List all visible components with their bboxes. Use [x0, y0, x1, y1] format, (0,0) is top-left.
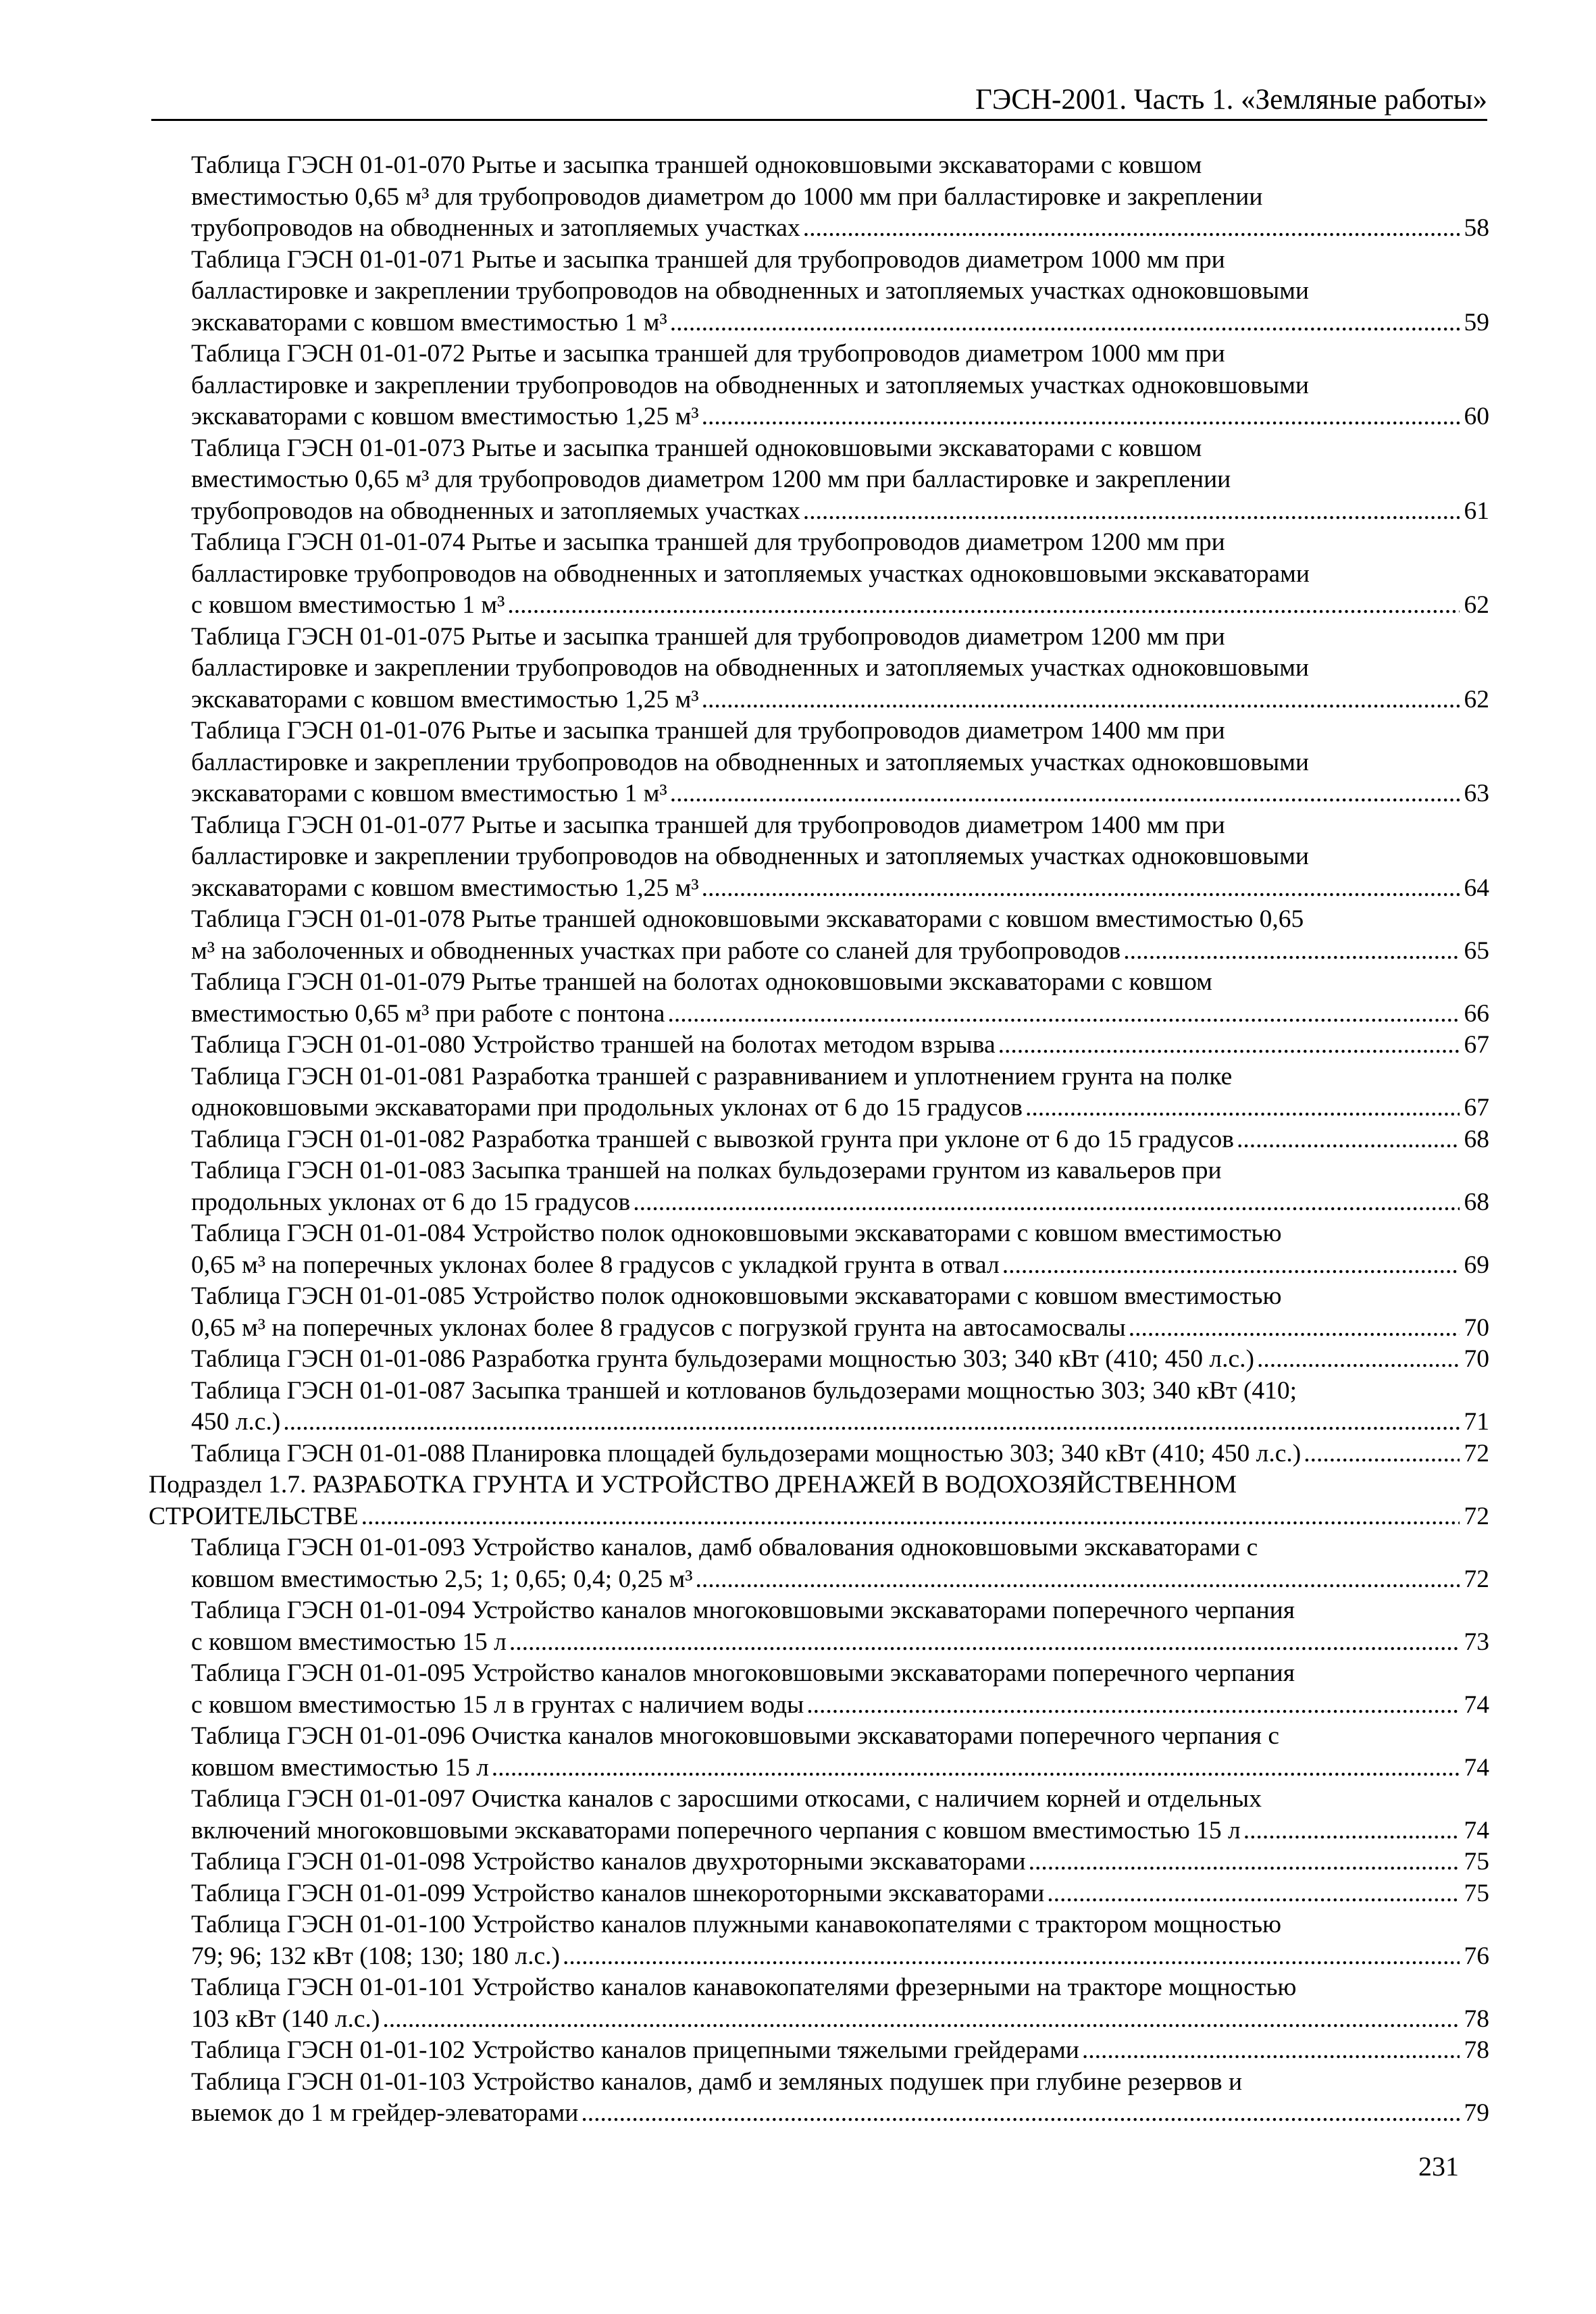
toc-entry-text: экскаваторами с ковшом вместимостью 1,25 м³ [191, 403, 699, 430]
toc-entry-text: балластировке и закреплении трубопроводов на обводненных и затопляемых участках одноковшовыми [191, 654, 1309, 682]
toc-entry-line [191, 873, 1489, 905]
toc-entry-line [149, 1469, 1489, 1501]
toc-entry-text: трубопроводов на обводненных и затопляемых участках [191, 214, 800, 242]
toc-table-entry[interactable] [149, 1721, 1489, 1784]
page-number: 231 [1418, 2151, 1459, 2182]
toc-entry-line [149, 1501, 1489, 1533]
toc-page-number: 79 [1464, 2099, 1489, 2127]
toc-entry-text: Таблица ГЭСН 01-01-072 Рытье и засыпка траншей для трубопроводов диаметром 1000 мм при [191, 340, 1225, 368]
toc-entry-text: одноковшовыми экскаваторами при продольных уклонах от 6 до 15 градусов [191, 1094, 1023, 1122]
toc-entry-text: включений многоковшовыми экскаваторами поперечного черпания с ковшом вместимостью 15 л [191, 1816, 1241, 1844]
toc-entry-text: балластировке и закреплении трубопроводов на обводненных и затопляемых участках одноковшовыми [191, 748, 1309, 776]
toc-entry-line [191, 1030, 1489, 1061]
toc-table-entry[interactable] [149, 1784, 1489, 1846]
toc-page-number: 61 [1464, 497, 1489, 525]
toc-entry-text: продольных уклонах от 6 до 15 градусов [191, 1188, 631, 1216]
toc-page-number: 74 [1464, 1816, 1489, 1844]
header-title: ГЭСН-2001. Часть 1. «Земляные работы» [975, 84, 1487, 116]
toc-entry-text: Таблица ГЭСН 01-01-070 Рытье и засыпка траншей одноковшовыми экскаваторами с ковшом [191, 151, 1202, 179]
toc-entry-line [191, 213, 1489, 245]
toc-entry-text: Подраздел 1.7. РАЗРАБОТКА ГРУНТА И УСТРОЙСТВО ДРЕНАЖЕЙ В ВОДОХОЗЯЙСТВЕННОМ [149, 1471, 1237, 1499]
toc-table-entry[interactable] [149, 1658, 1489, 1721]
toc-entry-line [191, 1846, 1489, 1878]
toc-table-entry[interactable] [149, 967, 1489, 1030]
running-header [151, 80, 1487, 121]
toc-page-number: 74 [1464, 1753, 1489, 1782]
toc-entry-line [191, 2098, 1489, 2130]
toc-entry-line [191, 496, 1489, 528]
toc-page-number: 74 [1464, 1690, 1489, 1719]
toc-entry-text: Таблица ГЭСН 01-01-101 Устройство каналов канавокопателями фрезерными на тракторе мощностью [191, 1973, 1297, 2001]
toc-table-entry[interactable] [149, 1972, 1489, 2035]
toc-entry-line [191, 747, 1489, 779]
toc-entry-text: Таблица ГЭСН 01-01-078 Рытье траншей одноковшовыми экскаваторами с ковшом вместимостью 0,65 [191, 905, 1304, 933]
toc-page-number: 66 [1464, 999, 1489, 1028]
dot-leader [702, 873, 1460, 905]
dot-leader [1243, 1815, 1460, 1847]
toc-entry-line [191, 590, 1489, 622]
toc-page-number: 70 [1464, 1313, 1489, 1342]
dot-leader [702, 684, 1460, 716]
toc-entry-text: Таблица ГЭСН 01-01-081 Разработка траншей с разравниванием и уплотнением грунта на полке [191, 1062, 1233, 1090]
toc-entry-text: Таблица ГЭСН 01-01-071 Рытье и засыпка траншей для трубопроводов диаметром 1000 мм при [191, 245, 1225, 274]
toc-entry-text: ковшом вместимостью 15 л [191, 1753, 489, 1782]
toc-entry-text: экскаваторами с ковшом вместимостью 1 м³ [191, 308, 667, 336]
toc-entry-line [191, 1407, 1489, 1438]
toc-entry-text: Таблица ГЭСН 01-01-077 Рытье и засыпка траншей для трубопроводов диаметром 1400 мм при [191, 811, 1225, 839]
dot-leader [509, 1627, 1460, 1659]
toc-entry-line [191, 1721, 1489, 1753]
toc-page-number: 68 [1464, 1188, 1489, 1216]
toc-entry-line [191, 276, 1489, 307]
toc-entry-text: Таблица ГЭСН 01-01-100 Устройство каналов плужными канавокопателями с трактором мощностью [191, 1911, 1282, 1938]
toc-entry-text: балластировке и закреплении трубопроводов на обводненных и затопляемых участках одноковшовыми [191, 371, 1309, 399]
toc-entry-line [191, 2035, 1489, 2067]
toc-entry-text: СТРОИТЕЛЬСТВЕ [149, 1502, 359, 1530]
toc-table-entry[interactable] [149, 1846, 1489, 1878]
toc-entry-line [191, 684, 1489, 716]
toc-entry-text: 79; 96; 132 кВт (108; 130; 180 л.с.) [191, 1942, 561, 1970]
toc-table-entry[interactable] [149, 2067, 1489, 2130]
dot-leader [492, 1753, 1460, 1784]
toc-entry-text: Таблица ГЭСН 01-01-093 Устройство каналов, дамб обвалования одноковшовыми экскаваторами с [191, 1534, 1258, 1561]
toc-entry-line [191, 370, 1489, 402]
dot-leader [1129, 1313, 1460, 1344]
toc-entry-text: Таблица ГЭСН 01-01-084 Устройство полок одноковшовыми экскаваторами с ковшом вместимостью [191, 1219, 1282, 1247]
toc-entry-text: 0,65 м³ на поперечных уклонах более 8 градусов с погрузкой грунта на автосамосвалы [191, 1313, 1126, 1342]
dot-leader [1047, 1878, 1460, 1910]
toc-entry-text: Таблица ГЭСН 01-01-074 Рытье и засыпка траншей для трубопроводов диаметром 1200 мм при [191, 528, 1225, 556]
toc-entry-text: 103 кВт (140 л.с.) [191, 2005, 380, 2033]
toc-page-number: 64 [1464, 874, 1489, 902]
dot-leader [670, 307, 1460, 339]
dot-leader [633, 1187, 1460, 1219]
toc-page-number: 62 [1464, 685, 1489, 713]
toc-page-number: 72 [1464, 1502, 1489, 1530]
dot-leader [803, 496, 1460, 528]
toc-entry-line [191, 904, 1489, 936]
toc-entry-text: Таблица ГЭСН 01-01-082 Разработка траншей с вывозкой грунта при уклоне от 6 до 15 градусов [191, 1125, 1234, 1153]
toc-entry-line [191, 464, 1489, 496]
toc-page-number: 65 [1464, 936, 1489, 965]
toc-entry-line [191, 1124, 1489, 1156]
toc-page-number: 71 [1464, 1408, 1489, 1436]
toc-entry-text: Таблица ГЭСН 01-01-085 Устройство полок одноковшовыми экскаваторами с ковшом вместимостью [191, 1282, 1282, 1310]
toc-entry-line [191, 1627, 1489, 1659]
toc-table-entry[interactable] [149, 715, 1489, 810]
toc-entry-text: Таблица ГЭСН 01-01-073 Рытье и засыпка траншей одноковшовыми экскаваторами с ковшом [191, 434, 1202, 462]
toc-entry-line [191, 1187, 1489, 1219]
toc-entry-line [191, 1564, 1489, 1596]
toc-table-entry[interactable] [149, 1376, 1489, 1438]
toc-entry-line [191, 401, 1489, 433]
toc-entry-line [191, 182, 1489, 213]
toc-entry-text: балластировке и закреплении трубопроводов на обводненных и затопляемых участках одноковшовыми [191, 277, 1309, 305]
dot-leader [361, 1501, 1460, 1533]
dot-leader [667, 999, 1460, 1030]
toc-entry-line [191, 999, 1489, 1030]
toc-section-entry[interactable] [149, 1469, 1489, 1532]
toc-page-number: 72 [1464, 1565, 1489, 1593]
toc-entry-text: экскаваторами с ковшом вместимостью 1,25 м³ [191, 685, 699, 713]
toc-entry-text: Таблица ГЭСН 01-01-083 Засыпка траншей на полках бульдозерами грунтом из кавальеров при [191, 1157, 1222, 1184]
toc-entry-line [191, 1376, 1489, 1407]
toc-entry-line [191, 967, 1489, 999]
toc-entry-line [191, 1784, 1489, 1815]
toc-entry-text: Таблица ГЭСН 01-01-076 Рытье и засыпка траншей для трубопроводов диаметром 1400 мм при [191, 717, 1225, 745]
toc-entry-line [191, 1815, 1489, 1847]
toc-entry-line [191, 653, 1489, 684]
toc-entry-text: ковшом вместимостью 2,5; 1; 0,65; 0,4; 0,25 м³ [191, 1565, 693, 1593]
toc-entry-text: Таблица ГЭСН 01-01-080 Устройство траншей на болотах методом взрыва [191, 1031, 996, 1059]
toc-page-number: 70 [1464, 1345, 1489, 1373]
toc-table-entry[interactable] [149, 1532, 1489, 1595]
toc-entry-text: Таблица ГЭСН 01-01-098 Устройство каналов двухроторными экскаваторами [191, 1848, 1026, 1876]
toc-entry-text: Таблица ГЭСН 01-01-095 Устройство каналов многоковшовыми экскаваторами поперечного черпания [191, 1659, 1295, 1687]
toc-entry-line [191, 1595, 1489, 1627]
dot-leader [1082, 2035, 1460, 2067]
toc-entry-line [191, 1909, 1489, 1941]
toc-entry-text: м³ на заболоченных и обводненных участках при работе со сланей для трубопроводов [191, 936, 1121, 965]
toc-table-entry[interactable] [149, 1281, 1489, 1344]
toc-entry-text: вместимостью 0,65 м³ для трубопроводов диаметром 1200 мм при балластировке и закреплении [191, 466, 1231, 493]
toc-entry-line [191, 1972, 1489, 2004]
dot-leader [581, 2098, 1460, 2130]
toc-page-number: 62 [1464, 591, 1489, 619]
toc-entry-line [191, 1092, 1489, 1124]
dot-leader [1304, 1438, 1460, 1470]
toc-page-number: 60 [1464, 403, 1489, 430]
toc-table-entry[interactable] [149, 1030, 1489, 1061]
dot-leader [283, 1407, 1460, 1438]
toc-page-number: 58 [1464, 214, 1489, 242]
toc-entry-text: Таблица ГЭСН 01-01-096 Очистка каналов многоковшовыми экскаваторами поперечного черпания с [191, 1722, 1279, 1750]
dot-leader [1123, 936, 1460, 967]
dot-leader [1237, 1124, 1460, 1156]
toc-entry-line [191, 527, 1489, 559]
toc-table-entry[interactable] [149, 1124, 1489, 1156]
dot-leader [1029, 1846, 1460, 1878]
toc-table-entry[interactable] [149, 1438, 1489, 1470]
dot-leader [806, 1690, 1460, 1721]
dot-leader [1025, 1092, 1460, 1124]
toc-entry-line [191, 1281, 1489, 1313]
toc-entry-line [191, 622, 1489, 653]
toc-entry-text: с ковшом вместимостью 1 м³ [191, 591, 505, 619]
toc-entry-text: Таблица ГЭСН 01-01-102 Устройство каналов прицепными тяжелыми грейдерами [191, 2036, 1079, 2064]
dot-leader [563, 1941, 1460, 1973]
toc-table-entry[interactable] [149, 1155, 1489, 1218]
toc-entry-text: трубопроводов на обводненных и затопляемых участках [191, 497, 800, 525]
toc-entry-text: балластировке трубопроводов на обводненных и затопляемых участках одноковшовыми экскаваторами [191, 559, 1310, 588]
toc-entry-text: 0,65 м³ на поперечных уклонах более 8 градусов с укладкой грунта в отвал [191, 1251, 1000, 1279]
toc-entry-line [191, 307, 1489, 339]
toc-entry-text: с ковшом вместимостью 15 л [191, 1628, 507, 1656]
toc-entry-line [191, 841, 1489, 873]
toc-entry-text: Таблица ГЭСН 01-01-094 Устройство каналов многоковшовыми экскаваторами поперечного черпания [191, 1596, 1295, 1624]
toc-entry-line [191, 559, 1489, 590]
toc-table-entry[interactable] [149, 1909, 1489, 1972]
toc-table-entry[interactable] [149, 1595, 1489, 1658]
dot-leader [1002, 1250, 1460, 1282]
toc-entry-line [191, 1878, 1489, 1910]
toc-table-entry[interactable] [149, 1218, 1489, 1281]
toc-page-number: 75 [1464, 1848, 1489, 1876]
toc-entry-text: вместимостью 0,65 м³ для трубопроводов диаметром до 1000 мм при балластировке и закреплении [191, 182, 1263, 211]
toc-entry-line [191, 1155, 1489, 1187]
toc-entry-line [191, 1753, 1489, 1784]
toc-page-number: 69 [1464, 1251, 1489, 1279]
toc-page-number: 72 [1464, 1439, 1489, 1467]
toc-entry-line [191, 1941, 1489, 1973]
toc-entry-line [191, 2067, 1489, 2098]
toc-entry-text: Таблица ГЭСН 01-01-099 Устройство каналов шнекороторными экскаваторами [191, 1879, 1045, 1907]
toc-entry-line [191, 338, 1489, 370]
toc-page-number: 76 [1464, 1942, 1489, 1970]
toc-entry-line [191, 1250, 1489, 1282]
dot-leader [803, 213, 1460, 245]
toc-table-entry[interactable] [149, 150, 1489, 245]
toc-entry-text: Таблица ГЭСН 01-01-086 Разработка грунта бульдозерами мощностью 303; 340 кВт (410; 450 л.с.) [191, 1345, 1255, 1373]
toc-entry-line [191, 150, 1489, 182]
toc-entry-line [191, 1061, 1489, 1093]
toc-entry-line [191, 810, 1489, 842]
toc-entry-text: Таблица ГЭСН 01-01-088 Планировка площадей бульдозерами мощностью 303; 340 кВт (410; 450 л.с.) [191, 1439, 1302, 1467]
toc-entry-text: выемок до 1 м грейдер-элеваторами [191, 2099, 579, 2127]
dot-leader [695, 1564, 1460, 1596]
toc-entry-text: вместимостью 0,65 м³ при работе с понтона [191, 999, 665, 1028]
toc-page-number: 78 [1464, 2005, 1489, 2033]
toc-page-number: 75 [1464, 1879, 1489, 1907]
toc-page-number: 78 [1464, 2036, 1489, 2064]
toc-entry-line [191, 715, 1489, 747]
toc-page-number: 67 [1464, 1031, 1489, 1059]
toc-page-number: 59 [1464, 308, 1489, 336]
dot-leader [1257, 1344, 1460, 1376]
toc-table-entry[interactable] [149, 1061, 1489, 1124]
toc-entry-line [191, 1532, 1489, 1564]
toc-table-entry[interactable] [149, 1344, 1489, 1376]
toc-entry-line [191, 1218, 1489, 1250]
toc-table-entry[interactable] [149, 245, 1489, 339]
dot-leader [382, 2004, 1460, 2036]
toc-entry-line [191, 1690, 1489, 1721]
toc-entry-text: экскаваторами с ковшом вместимостью 1,25 м³ [191, 874, 699, 902]
toc-table-entry[interactable] [149, 622, 1489, 716]
toc-entry-text: экскаваторами с ковшом вместимостью 1 м³ [191, 780, 667, 807]
toc-entry-line [191, 1344, 1489, 1376]
toc-entry-line [191, 1313, 1489, 1344]
toc-page-number: 73 [1464, 1628, 1489, 1656]
table-of-contents [149, 150, 1489, 2130]
toc-entry-line [191, 245, 1489, 276]
toc-entry-line [191, 936, 1489, 967]
toc-page-number: 67 [1464, 1094, 1489, 1122]
toc-table-entry[interactable] [149, 810, 1489, 905]
toc-table-entry[interactable] [149, 904, 1489, 967]
toc-entry-line [191, 778, 1489, 810]
toc-entry-line [191, 2004, 1489, 2036]
dot-leader [670, 778, 1460, 810]
toc-entry-line [191, 1438, 1489, 1470]
toc-page-number: 63 [1464, 780, 1489, 807]
toc-table-entry[interactable] [149, 527, 1489, 622]
toc-entry-text: Таблица ГЭСН 01-01-087 Засыпка траншей и котлованов бульдозерами мощностью 303; 340 кВт (410; [191, 1376, 1297, 1405]
toc-table-entry[interactable] [149, 433, 1489, 528]
dot-leader [702, 401, 1460, 433]
toc-page-number: 68 [1464, 1125, 1489, 1153]
toc-entry-line [191, 433, 1489, 465]
dot-leader [998, 1030, 1460, 1061]
toc-entry-text: 450 л.с.) [191, 1408, 281, 1436]
toc-table-entry[interactable] [149, 338, 1489, 433]
toc-entry-line [191, 1658, 1489, 1690]
toc-table-entry[interactable] [149, 1878, 1489, 1910]
toc-entry-text: Таблица ГЭСН 01-01-075 Рытье и засыпка траншей для трубопроводов диаметром 1200 мм при [191, 622, 1225, 651]
toc-entry-text: Таблица ГЭСН 01-01-103 Устройство каналов, дамб и земляных подушек при глубине резервов и [191, 2067, 1243, 2096]
toc-entry-text: с ковшом вместимостью 15 л в грунтах с наличием воды [191, 1690, 804, 1719]
toc-entry-text: Таблица ГЭСН 01-01-079 Рытье траншей на болотах одноковшовыми экскаваторами с ковшом [191, 968, 1212, 996]
dot-leader [507, 590, 1460, 622]
toc-table-entry[interactable] [149, 2035, 1489, 2067]
toc-entry-text: балластировке и закреплении трубопроводов на обводненных и затопляемых участках одноковшовыми [191, 842, 1309, 870]
toc-entry-text: Таблица ГЭСН 01-01-097 Очистка каналов с заросшими откосами, с наличием корней и отдельных [191, 1785, 1262, 1813]
